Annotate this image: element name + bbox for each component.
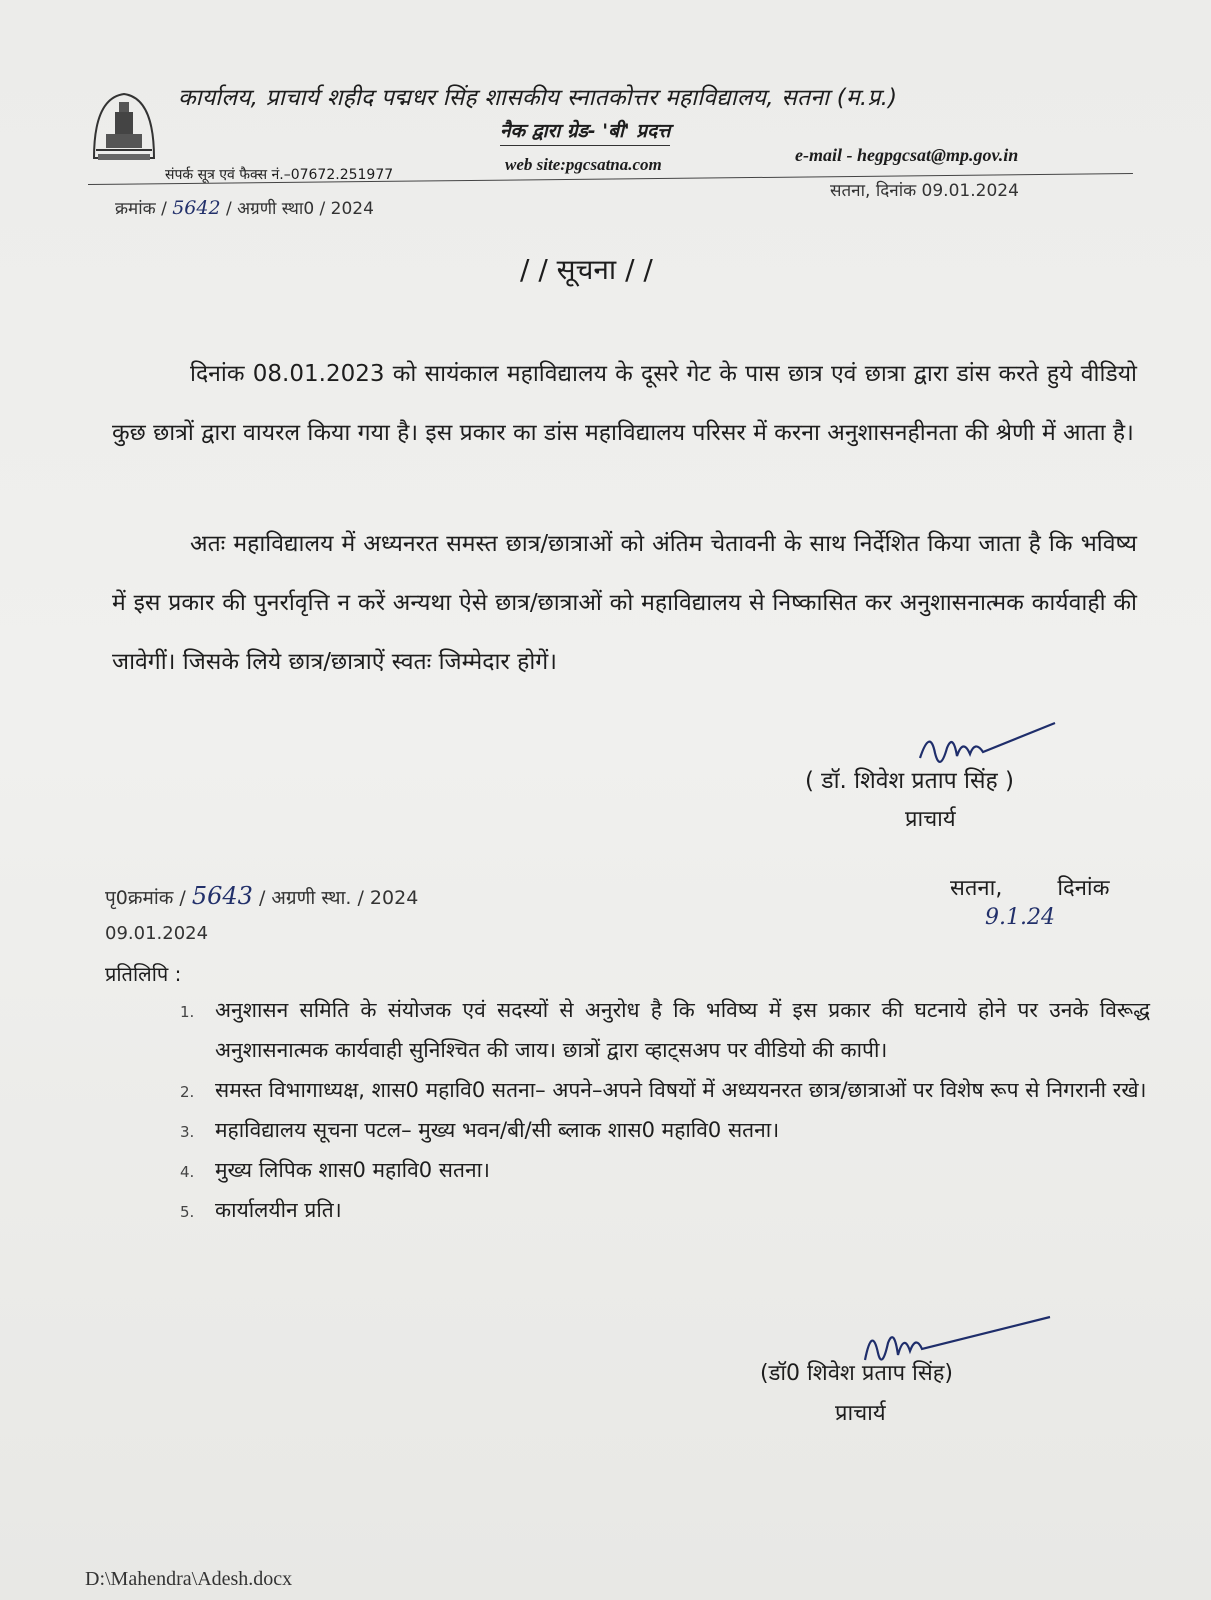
place-date: सतना, दिनांक 09.01.2024 <box>830 181 1019 201</box>
list-item: 3. महाविद्यालय सूचना पटल– मुख्य भवन/बी/सी ब्लाक शास0 महावि0 सतना। <box>180 1118 780 1142</box>
office-title: कार्यालय, प्राचार्य शहीद पद्मधर सिंह शासकीय स्नातकोत्तर महाविद्यालय, सतना (म.प्र.) <box>178 85 898 111</box>
college-emblem-logo <box>88 88 160 168</box>
date-label: दिनांक <box>1057 876 1110 901</box>
list-item: 1. अनुशासन समिति के संयोजक एवं सदस्यों से अनुरोध है कि भविष्य में इस प्रकार की घटनाये होने पर उनके विरूद्ध अनुशासनात्मक कार्यवाही सुनिश्चित की जाय। छात्रों द्वारा व्हाट्सअप पर वीडियो की कापी। <box>180 998 1150 1062</box>
endorsement-number <box>105 882 418 910</box>
endorsement-handwritten-number: 5643 <box>191 882 253 910</box>
copy-to-label: प्रतिलिपि : <box>105 962 182 986</box>
signatory-designation: प्राचार्य <box>905 807 956 832</box>
reference-number <box>115 196 374 219</box>
copy-to-list <box>170 990 1150 1230</box>
contact-phone: संपर्क सूत्र एवं फैक्स नं.–07672.251977 <box>165 167 394 183</box>
list-item: 5. कार्यालयीन प्रति। <box>180 1198 342 1222</box>
endorsement-prefix: पृ0क्रमांक / <box>105 887 186 909</box>
list-item: 4. मुख्य लिपिक शास0 महावि0 सतना। <box>180 1158 491 1182</box>
ref-handwritten-number: 5642 <box>172 197 221 219</box>
signatory-name-2: (डॉ0 शिवेश प्रताप सिंह) <box>760 1361 953 1386</box>
place-label: सतना, <box>950 876 1003 901</box>
file-path: D:\Mahendra\Adesh.docx <box>85 1568 293 1590</box>
handwritten-date: 9.1.24 <box>985 905 1055 930</box>
signatory-designation-2: प्राचार्य <box>835 1401 886 1426</box>
signatory-name: ( डॉ. शिवेश प्रताप सिंह ) <box>805 768 1015 794</box>
ref-suffix: / अग्रणी स्था0 / 2024 <box>225 199 374 219</box>
endorsement-date: 09.01.2024 <box>105 923 209 944</box>
email: e-mail - hegpgcsat@mp.gov.in <box>795 145 1019 165</box>
endorsement-suffix: / अग्रणी स्था. / 2024 <box>258 887 419 909</box>
endorsement-place <box>950 872 1110 902</box>
website: web site:pgcsatna.com <box>505 155 662 174</box>
notice-heading: / / सूचना / / <box>520 253 653 286</box>
ref-prefix: क्रमांक / <box>115 199 167 219</box>
list-item: 2. समस्त विभागाध्यक्ष, शास0 महावि0 सतना– अपने–अपने विषयों में अध्ययनरत छात्र/छात्राओं पर विशेष रूप से निगरानी रखे। <box>180 1078 1147 1102</box>
body-paragraph-2: अतः महाविद्यालय में अध्यनरत समस्त छात्र/छात्राओं को अंतिम चेतावनी के साथ निर्देशित किया जाता है कि भविष्य में इस प्रकार की पुनर्रावृत्ति न करें अन्यथा ऐसे छात्र/छात्राओं को महाविद्यालय से निष्कासित कर अनुशासनात्मक कार्यवाही की जावेगीं। जिसके लिये छात्र/छात्राऐं स्वतः जिम्मेदार होगें। <box>112 531 1137 675</box>
naac-grade: नैक द्वारा ग्रेड- 'बी' प्रदत्त <box>500 117 670 146</box>
body-paragraph-1: दिनांक 08.01.2023 को सायंकाल महाविद्यालय के दूसरे गेट के पास छात्र एवं छात्रा द्वारा डांस करते हुये वीडियो कुछ छात्रों द्वारा वायरल किया गया है। इस प्रकार का डांस महाविद्यालय परिसर में करना अनुशासनहीनता की श्रेणी में आता है। <box>112 361 1137 446</box>
